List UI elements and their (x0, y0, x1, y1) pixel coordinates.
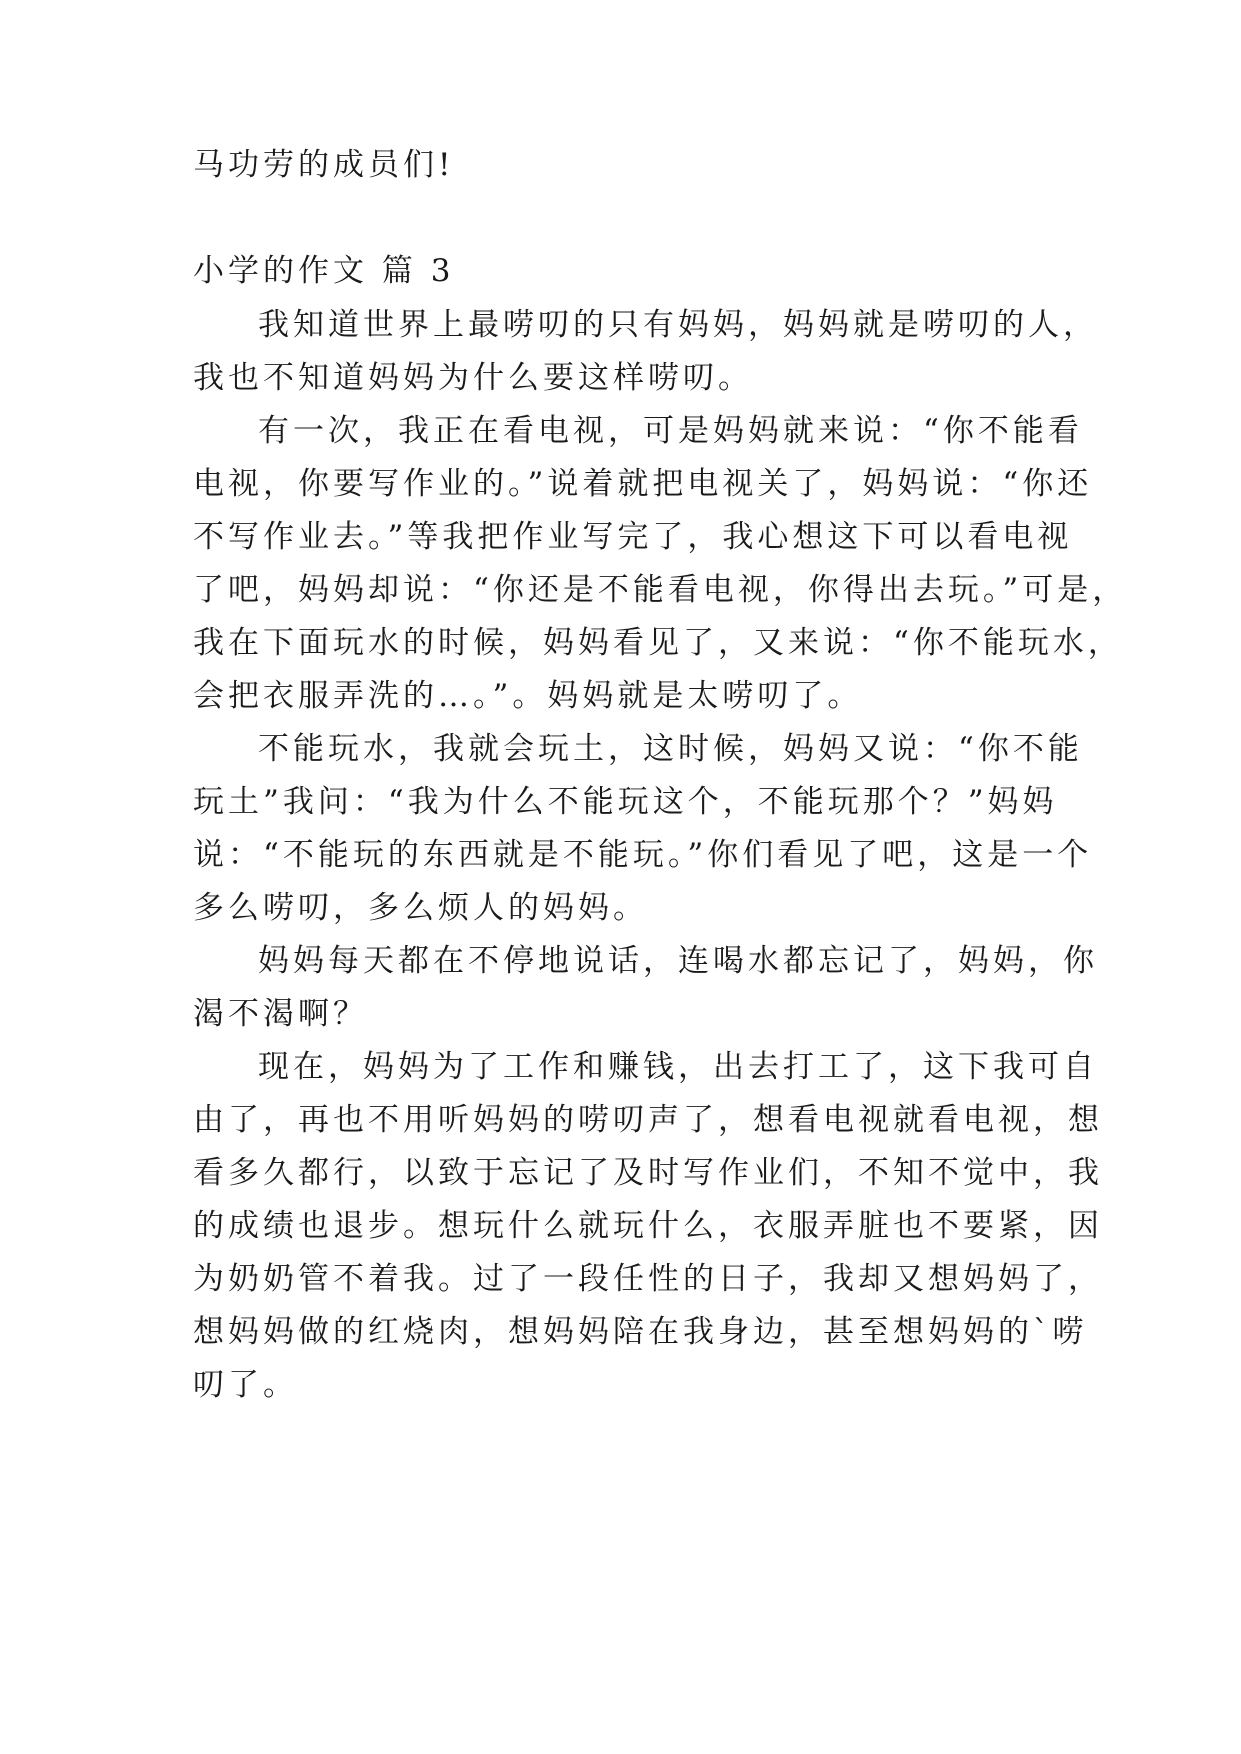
paragraph-line: 现在，妈妈为了工作和赚钱，出去打工了，这下我可自 (258, 1049, 1098, 1085)
paragraph-line: 为奶奶管不着我。过了一段任性的日子，我却又想妈妈了， (193, 1261, 1103, 1297)
paragraph-line: 看多久都行，以致于忘记了及时写作业们，不知不觉中，我 (193, 1155, 1103, 1191)
paragraph-line: 电视，你要写作业的。”说着就把电视关了，妈妈说：“你还 (193, 466, 1093, 502)
paragraph-line: 说：“不能玩的东西就是不能玩。”你们看见了吧，这是一个 (193, 837, 1093, 873)
closing-line: 马功劳的成员们! (193, 147, 455, 183)
paragraph-line: 我知道世界上最唠叨的只有妈妈，妈妈就是唠叨的人， (258, 307, 1098, 343)
paragraph-line: 不写作业去。”等我把作业写完了，我心想这下可以看电视 (193, 519, 1073, 555)
paragraph-line: 我也不知道妈妈为什么要这样唠叨。 (193, 360, 753, 396)
paragraph-line: 叨了。 (193, 1367, 298, 1403)
paragraph-line: 了吧，妈妈却说：“你还是不能看电视，你得出去玩。”可是， (193, 572, 1128, 608)
paragraph-line: 多么唠叨，多么烦人的妈妈。 (193, 890, 648, 926)
section-title: 小学的作文 篇 3 (193, 253, 455, 289)
paragraph-line: 妈妈每天都在不停地说话，连喝水都忘记了，妈妈，你 (258, 943, 1098, 979)
paragraph-line: 有一次，我正在看电视，可是妈妈就来说：“你不能看 (258, 413, 1083, 449)
paragraph-line: 渴不渴啊？ (193, 996, 368, 1032)
paragraph-line: 不能玩水，我就会玩土，这时候，妈妈又说：“你不能 (258, 731, 1083, 767)
paragraph-line: 想妈妈做的红烧肉，想妈妈陪在我身边，甚至想妈妈的`唠 (193, 1314, 1088, 1350)
paragraph-line: 的成绩也退步。想玩什么就玩什么，衣服弄脏也不要紧，因 (193, 1208, 1103, 1244)
paragraph-line: 由了，再也不用听妈妈的唠叨声了，想看电视就看电视，想 (193, 1102, 1103, 1138)
paragraph-line: 会把衣服弄洗的…。”。妈妈就是太唠叨了。 (193, 678, 863, 714)
paragraph-line: 我在下面玩水的时候，妈妈看见了，又来说：“你不能玩水， (193, 625, 1123, 661)
paragraph-line: 玩土”我问：“我为什么不能玩这个，不能玩那个？”妈妈 (193, 784, 1058, 820)
